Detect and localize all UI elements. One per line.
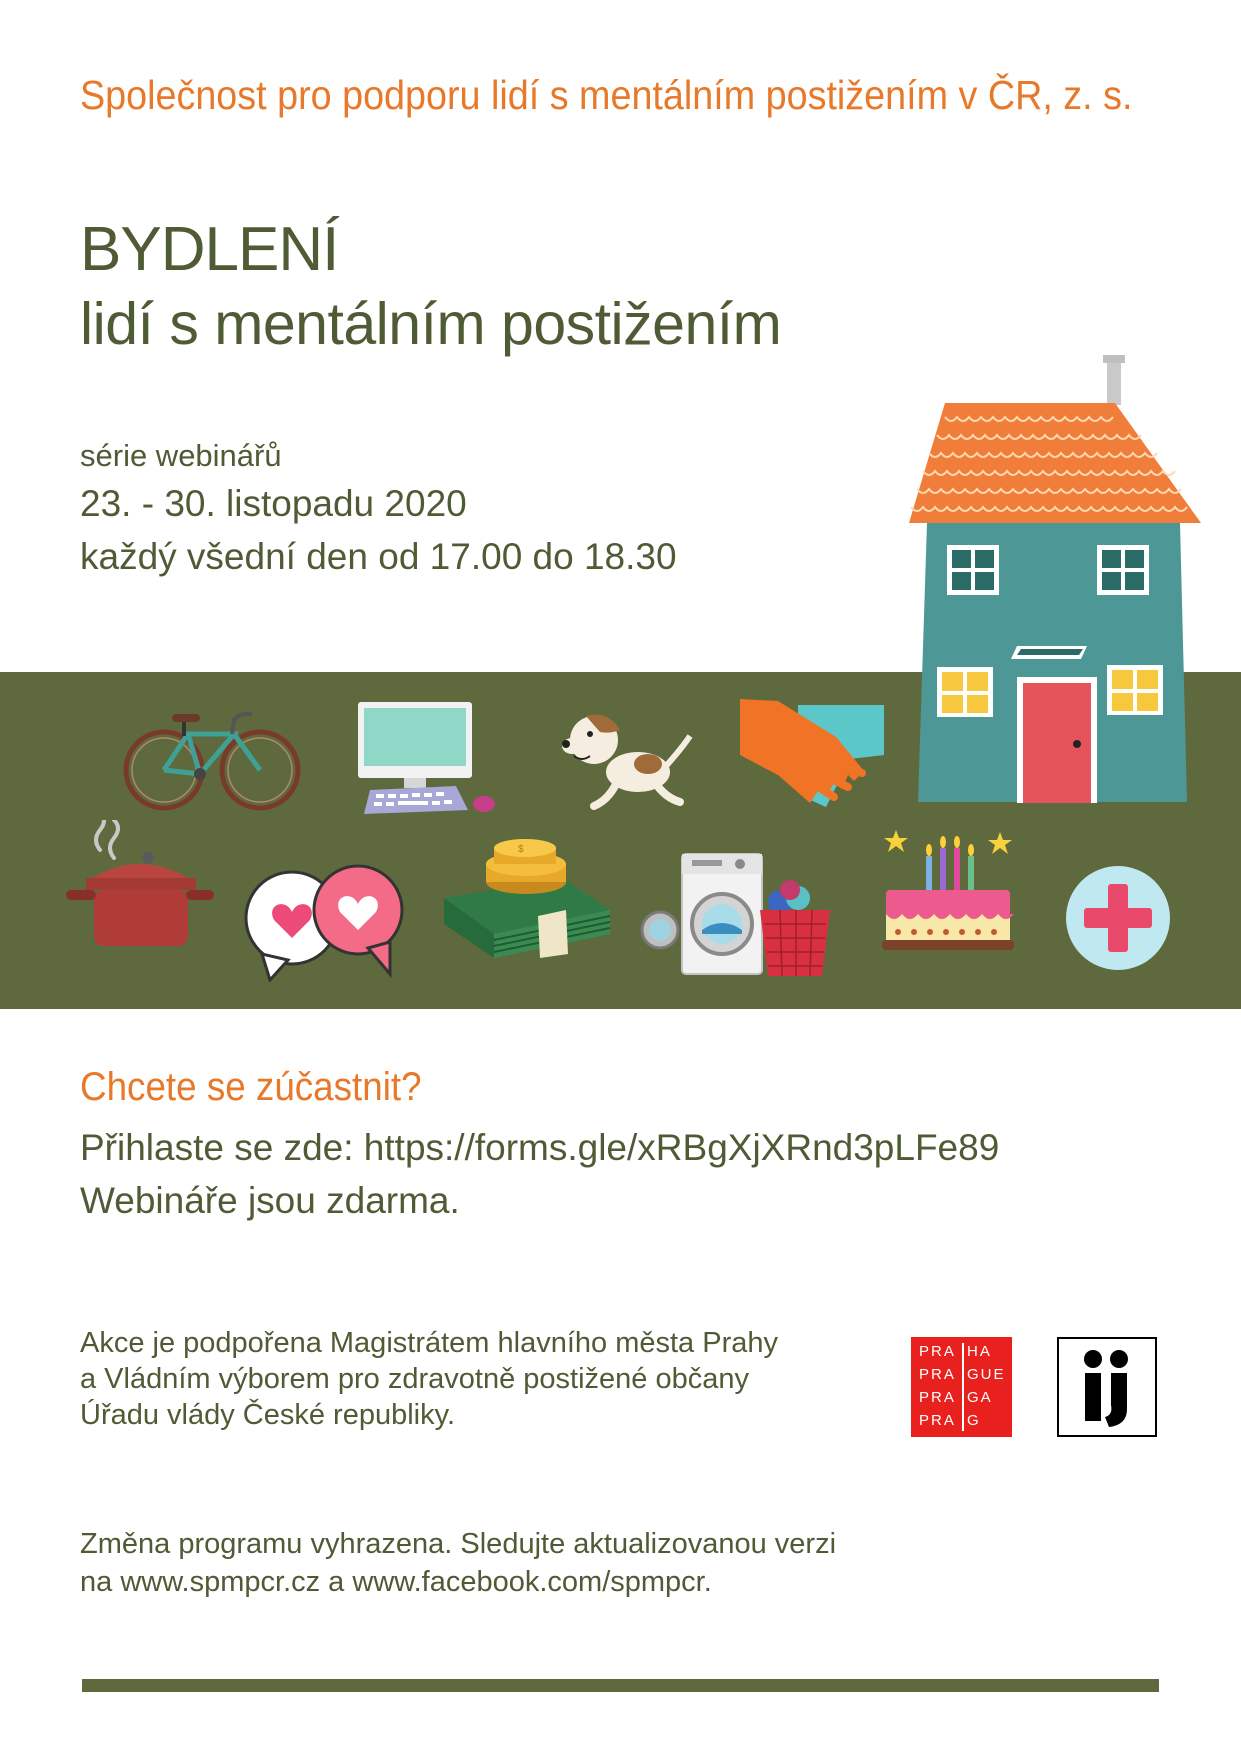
organization-name: Společnost pro podporu lidí s mentálním postižením v ČR, z. s. xyxy=(80,72,1133,118)
spmp-logo xyxy=(1057,1337,1157,1437)
washing-machine-icon xyxy=(640,850,835,980)
cooking-pot-icon xyxy=(64,820,216,955)
page-subtitle: lidí s mentálním postižením xyxy=(80,291,782,357)
dog-icon xyxy=(556,704,706,814)
footer-divider xyxy=(82,1679,1159,1692)
note-line: Změna programu vyhrazena. Sledujte aktualizovanou verzi xyxy=(80,1528,837,1560)
bicycle-icon xyxy=(122,708,302,813)
event-dates: 23. - 30. listopadu 2020 xyxy=(80,483,467,524)
praha-logo: PRA HA PRA GUE PRA GA PRA G xyxy=(911,1337,1012,1437)
support-line: Úřadu vlády České republiky. xyxy=(80,1399,456,1431)
support-line: Akce je podpořena Magistrátem hlavního města Prahy xyxy=(80,1327,778,1359)
hearts-speech-icon xyxy=(240,862,405,982)
birthday-cake-icon xyxy=(882,828,1014,958)
house-icon xyxy=(905,355,1205,805)
support-text xyxy=(80,1325,880,1433)
money-icon xyxy=(442,838,612,963)
page-title: BYDLENÍ xyxy=(80,215,339,284)
medical-cross-icon xyxy=(1064,864,1172,972)
event-time: každý všední den od 17.00 do 18.30 xyxy=(80,536,677,577)
program-note xyxy=(80,1525,836,1601)
note-line[interactable]: na www.spmpcr.cz a www.facebook.com/spmpcr. xyxy=(80,1566,712,1598)
support-line: a Vládním výborem pro zdravotně postižené občany xyxy=(80,1363,749,1395)
registration-link[interactable]: Přihlaste se zde: https://forms.gle/xRBgXjXRnd3pLFe89 xyxy=(80,1127,1000,1168)
cta-heading: Chcete se zúčastnit? xyxy=(80,1065,422,1109)
svg-text:$: $ xyxy=(518,844,524,855)
spmp-logo-icon xyxy=(1059,1339,1155,1435)
computer-icon xyxy=(356,700,501,820)
handshake-icon xyxy=(738,697,888,815)
free-note: Webináře jsou zdarma. xyxy=(80,1180,460,1221)
event-series: série webinářů xyxy=(80,438,282,473)
